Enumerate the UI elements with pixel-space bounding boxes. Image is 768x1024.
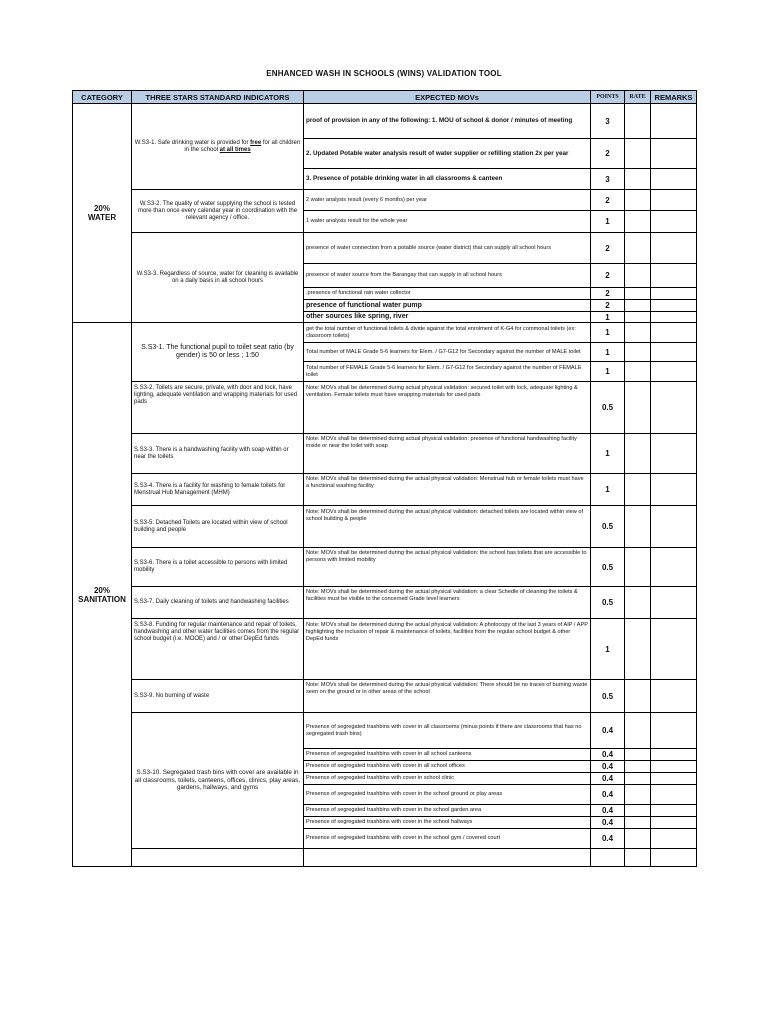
indicator-ss3-2: S.S3-2. Toilets are secure, private, with door and lock, have lighting, adequate ventilation and wrapping materials for used pads: [132, 382, 304, 434]
points-cell: 0.4: [591, 761, 625, 773]
mov-cell: 1 water analysis result for the whole year: [304, 211, 591, 233]
indicator-ws3-3: W.S3-3. Regardless of source, water for cleaning is available on a daily basis in all school hours: [132, 233, 304, 323]
points-cell: 0.4: [591, 773, 625, 785]
indicator-ss3-6: S.S3-6. There is a toilet accessible to persons with limited mobility: [132, 548, 304, 587]
rate-cell[interactable]: [625, 362, 651, 382]
mov-cell: Note: MOVs shall be determined during the actual physical validation: the school has toilets that are accessible to persons with limited mobility: [304, 548, 591, 587]
rate-cell[interactable]: [625, 619, 651, 680]
points-cell: 0.5: [591, 382, 625, 434]
rate-cell[interactable]: [625, 749, 651, 761]
indicator-ss3-10: S.S3-10. Segregated trash bins with cover are available in all classrooms, toilets, canteens, offices, clinics, play areas, gardens, hallways, and gyms: [132, 713, 304, 849]
remarks-cell[interactable]: [651, 434, 697, 474]
empty-points-cell: [591, 849, 625, 867]
rate-cell[interactable]: [625, 312, 651, 323]
rate-cell[interactable]: [625, 104, 651, 139]
points-cell: 0.4: [591, 805, 625, 817]
category-sanitation: 20% SANITATION: [73, 323, 132, 867]
header-rate: RATE: [625, 91, 651, 104]
table-row: [73, 680, 697, 713]
mov-cell: Note: MOVs shall be determined during actual physical validation: secured toilet with lock, adequate lighting & ventilation. Female toilets must have wrapping materials for used pads: [304, 382, 591, 434]
remarks-cell[interactable]: [651, 312, 697, 323]
points-cell: 1: [591, 323, 625, 343]
mov-cell: presence of water connection from a potable source (water district) that can supply all school hours: [304, 233, 591, 264]
remarks-cell[interactable]: [651, 619, 697, 680]
rate-cell[interactable]: [625, 680, 651, 713]
header-movs: EXPECTED MOVs: [304, 91, 591, 104]
rate-cell[interactable]: [625, 773, 651, 785]
rate-cell[interactable]: [625, 548, 651, 587]
remarks-cell[interactable]: [651, 474, 697, 506]
remarks-cell[interactable]: [651, 382, 697, 434]
remarks-cell[interactable]: [651, 713, 697, 749]
table-row: [73, 713, 697, 749]
table-row: [73, 619, 697, 680]
rate-cell[interactable]: [625, 190, 651, 211]
mov-cell: Note: MOVs shall be determined during the actual physical validation: detached toilets are located within view of school building & people: [304, 506, 591, 548]
rate-cell[interactable]: [625, 817, 651, 829]
rate-cell[interactable]: [625, 829, 651, 849]
remarks-cell[interactable]: [651, 761, 697, 773]
rate-cell[interactable]: [625, 343, 651, 362]
remarks-cell[interactable]: [651, 548, 697, 587]
table-row: [73, 506, 697, 548]
remarks-cell[interactable]: [651, 805, 697, 817]
rate-cell[interactable]: [625, 211, 651, 233]
indicator-ws3-1: [132, 104, 304, 190]
table-row: [73, 548, 697, 587]
points-cell: 1: [591, 362, 625, 382]
rate-cell[interactable]: [625, 233, 651, 264]
validation-table: [72, 90, 697, 867]
rate-cell[interactable]: [625, 849, 651, 867]
mov-cell: Total number of MALE Grade 5-6 learners for Elem. / G7-G12 for Secondary against the number of MALE toilet: [304, 343, 591, 362]
remarks-cell[interactable]: [651, 587, 697, 619]
remarks-cell[interactable]: [651, 300, 697, 312]
remarks-cell[interactable]: [651, 190, 697, 211]
rate-cell[interactable]: [625, 323, 651, 343]
indicator-ss3-7: S.S3-7. Daily cleaning of toilets and handwashing facilities: [132, 587, 304, 619]
rate-cell[interactable]: [625, 785, 651, 805]
points-cell: 0.5: [591, 506, 625, 548]
points-cell: 0.5: [591, 548, 625, 587]
header-row: [73, 91, 697, 104]
rate-cell[interactable]: [625, 713, 651, 749]
table-row-empty: [73, 849, 697, 867]
rate-cell[interactable]: [625, 264, 651, 288]
points-cell: 3: [591, 104, 625, 139]
mov-cell: Total number of FEMALE Grade 5-6 learners for Elem. / G7-G12 for Secondary against the number of FEMALE toilet: [304, 362, 591, 382]
points-cell: 0.4: [591, 749, 625, 761]
ws1-text-free: free: [250, 139, 262, 146]
table-row: [73, 190, 697, 211]
remarks-cell[interactable]: [651, 264, 697, 288]
points-cell: 0.4: [591, 785, 625, 805]
indicator-ws3-2: W.S3-2. The quality of water supplying the school is tested more than once every calendar year in coordination with the relevant agency / office.: [132, 190, 304, 233]
remarks-cell[interactable]: [651, 233, 697, 264]
mov-cell: get the total number of functional toilets & divide against the total enrolment of K-G4 for commonal toilets (ex: classroom toilets): [304, 323, 591, 343]
points-cell: 2: [591, 288, 625, 300]
remarks-cell[interactable]: [651, 104, 697, 139]
rate-cell[interactable]: [625, 587, 651, 619]
points-cell: 3: [591, 169, 625, 190]
mov-cell: proof of provision in any of the following: 1. MOU of school & donor / minutes of meeting: [304, 104, 591, 139]
remarks-cell[interactable]: [651, 785, 697, 805]
table-row: [73, 587, 697, 619]
points-cell: 2: [591, 264, 625, 288]
table-row: [73, 323, 697, 343]
points-cell: 0.4: [591, 713, 625, 749]
rate-cell[interactable]: [625, 474, 651, 506]
remarks-cell[interactable]: [651, 829, 697, 849]
mov-cell: 2. Updated Potable water analysis result of water supplier or refilling station 2x per year: [304, 139, 591, 169]
points-cell: 1: [591, 343, 625, 362]
rate-cell[interactable]: [625, 506, 651, 548]
remarks-cell[interactable]: [651, 288, 697, 300]
points-cell: 1: [591, 474, 625, 506]
remarks-cell[interactable]: [651, 849, 697, 867]
remarks-cell[interactable]: [651, 139, 697, 169]
remarks-cell[interactable]: [651, 343, 697, 362]
mov-cell: Note: MOVs shall be determined during the actual physical validation: There should be no traces of burning waste seen on the ground or in other areas of the school: [304, 680, 591, 713]
ws1-text-pre: W.S3-1. Safe drinking water is provided for: [134, 139, 251, 146]
points-cell: 2: [591, 233, 625, 264]
indicator-ss3-5: S.S3-5. Detached Toilets are located within view of school building and people: [132, 506, 304, 548]
mov-cell: presence of water source from the Barangay that can supply in all school hours: [304, 264, 591, 288]
mov-cell: 3. Presence of potable drinking water in all classrooms & canteen: [304, 169, 591, 190]
remarks-cell[interactable]: [651, 169, 697, 190]
mov-cell: Presence of segregated trashbins with cover in all school offices: [304, 761, 591, 773]
remarks-cell[interactable]: [651, 362, 697, 382]
rate-cell[interactable]: [625, 434, 651, 474]
category-water: 20% WATER: [73, 104, 132, 323]
mov-cell: Presence of segregated trashbins with cover in school clinic: [304, 773, 591, 785]
points-cell: 2: [591, 139, 625, 169]
rate-cell[interactable]: [625, 169, 651, 190]
mov-cell: Presence of segregated trashbins with cover in all classrooms (minus points if there are classrooms that has no segregated trash bins): [304, 713, 591, 749]
mov-cell: Presence of segregated trashbins with cover in all school canteens: [304, 749, 591, 761]
points-cell: 0.5: [591, 587, 625, 619]
mov-cell: Presence of segregated trashbins with cover in the school gym / covered court: [304, 829, 591, 849]
mov-cell: Presence of segregated trashbins with cover in the school hallways: [304, 817, 591, 829]
points-cell: 0.4: [591, 829, 625, 849]
points-cell: 0.4: [591, 817, 625, 829]
points-cell: 1: [591, 434, 625, 474]
mov-cell: 2 water analysis result (every 6 months) per year: [304, 190, 591, 211]
indicator-ss3-3: S.S3-3. There is a handwashing facility with soap within or near the toilets: [132, 434, 304, 474]
rate-cell[interactable]: [625, 139, 651, 169]
header-points: POINTS: [591, 91, 625, 104]
mov-cell: Note: MOVs shall be determined during actual physical validation: presence of functional handwashing facility inside or near the toilet with soap: [304, 434, 591, 474]
mov-cell: Note: MOVs shall be determined during the actual physical validation: a clear Schedle of cleaning the toilets & facilities must be visible to the concerned Grade level learners: [304, 587, 591, 619]
remarks-cell[interactable]: [651, 211, 697, 233]
remarks-cell[interactable]: [651, 506, 697, 548]
points-cell: 2: [591, 300, 625, 312]
indicator-ss3-9: S.S3-9. No burning of waste: [132, 680, 304, 713]
ws1-text-times: at all times: [219, 146, 251, 153]
indicator-ss3-1: S.S3-1. The functional pupil to toilet seat ratio (by gender) is 50 or less ; 1:50: [132, 323, 304, 382]
table-row: [73, 382, 697, 434]
remarks-cell[interactable]: [651, 773, 697, 785]
rate-cell[interactable]: [625, 761, 651, 773]
page-title: ENHANCED WASH IN SCHOOLS (WINS) VALIDATION TOOL: [266, 69, 502, 78]
remarks-cell[interactable]: [651, 680, 697, 713]
points-cell: 1: [591, 211, 625, 233]
indicator-ss3-8: S.S3-8. Funding for regular maintenance and repair of toilets, handwashing and other water facilities comes from the regular school budget (i.e. MOOE) and / or other DepEd funds: [132, 619, 304, 680]
mov-cell: Note: MOVs shall be determined during the actual physical validation: A photocopy of the last 3 years of AIP / APP highlighting the inclusion of repair & maintenance of toilets, facilities from the regular school budget & other DepEd funds: [304, 619, 591, 680]
table-row: [73, 104, 697, 139]
points-cell: 1: [591, 312, 625, 323]
table-row: [73, 474, 697, 506]
mov-cell: .presence of functional rain water collector: [304, 288, 591, 300]
ws1-text-mid: for all children in the school: [184, 139, 301, 153]
empty-indicator-cell: [132, 849, 304, 867]
remarks-cell[interactable]: [651, 749, 697, 761]
mov-cell: Presence of segregated trashbins with cover in the school garden area: [304, 805, 591, 817]
rate-cell[interactable]: [625, 300, 651, 312]
remarks-cell[interactable]: [651, 323, 697, 343]
table-row: [73, 233, 697, 264]
points-cell: 1: [591, 619, 625, 680]
mov-cell: Presence of segregated trashbins with cover in the school ground or play areas: [304, 785, 591, 805]
table-row: [73, 434, 697, 474]
indicator-ss3-4: S.S3-4. There is a facility for washing to female toilets for Menstrual Hub Management (MHM): [132, 474, 304, 506]
points-cell: 2: [591, 190, 625, 211]
rate-cell[interactable]: [625, 382, 651, 434]
points-cell: 0.5: [591, 680, 625, 713]
mov-cell: other sources like spring, river: [304, 312, 591, 323]
mov-cell: Note: MOVs shall be determined during the actual physical validation: Menstrual hub or female toilets must have a functional washing facility: [304, 474, 591, 506]
mov-cell: presence of functional water pump: [304, 300, 591, 312]
header-category: CATEGORY: [73, 91, 132, 104]
remarks-cell[interactable]: [651, 817, 697, 829]
header-remarks: REMARKS: [651, 91, 697, 104]
rate-cell[interactable]: [625, 288, 651, 300]
empty-mov-cell: [304, 849, 591, 867]
rate-cell[interactable]: [625, 805, 651, 817]
header-indicators: THREE STARS STANDARD INDICATORS: [132, 91, 304, 104]
